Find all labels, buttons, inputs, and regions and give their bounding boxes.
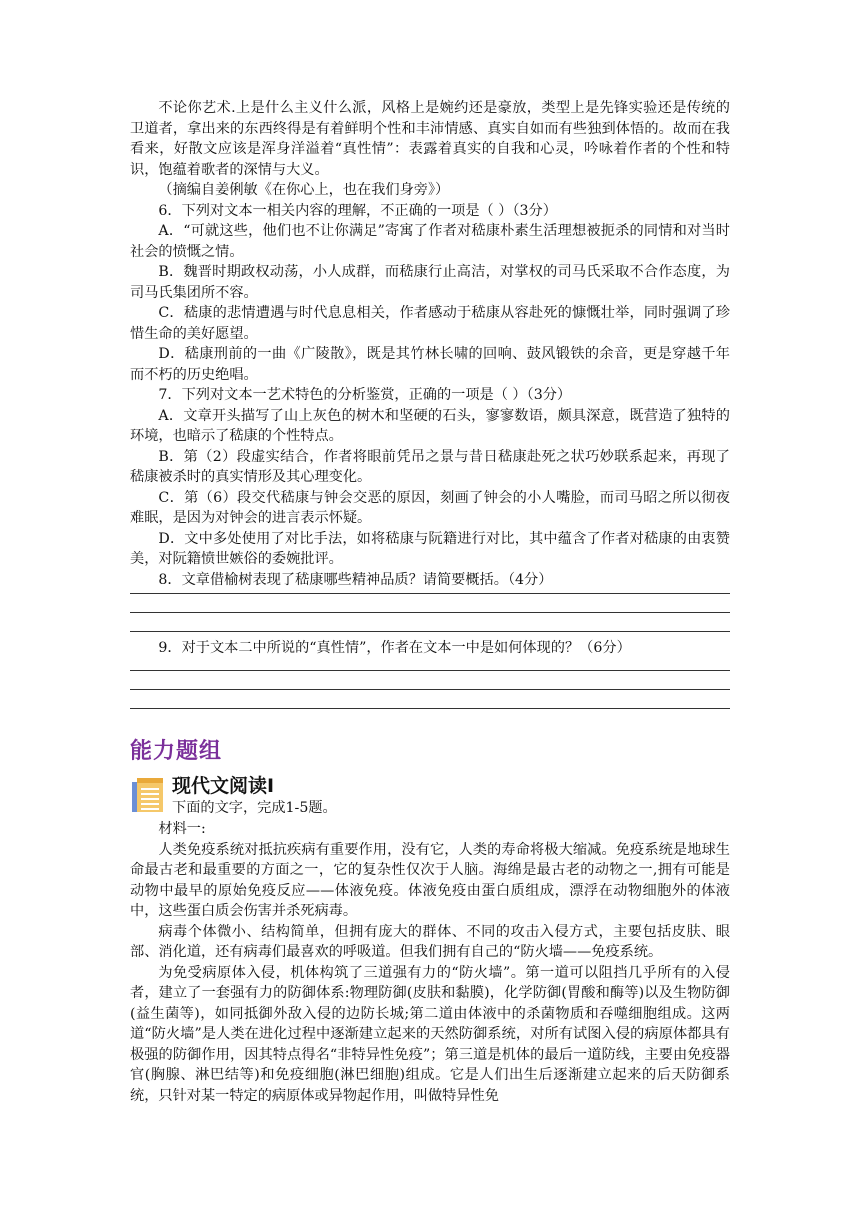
reading-instruction-block (172, 798, 732, 819)
answer-line[interactable] (130, 689, 730, 690)
subsection-title: 现代文阅读Ⅰ (172, 775, 275, 797)
notebook-icon (131, 776, 165, 814)
option-7b: B．第（2）段虚实结合，作者将眼前凭吊之景与昔日嵇康赴死之状巧妙联系起来，再现了嵇康被杀时的真实情形及其心理变化。 (130, 448, 730, 485)
paragraph: 病毒个体微小、结构简单，但拥有庞大的群体、不同的攻击入侵方式，主要包括皮肤、眼部、消化道，还有病毒们最喜欢的呼吸道。但我们拥有自己的“防火墙——免疫系统。 (130, 923, 730, 960)
reading-instruction: 下面的文字，完成1-5题。 (172, 800, 337, 816)
option-7c: C．第（6）段交代嵇康与钟会交恶的原因，刻画了钟会的小人嘴脸，而司马昭之所以彻夜难眠，是因为对钟会的进言表示怀疑。 (130, 489, 730, 526)
paragraph: 人类免疫系统对抵抗疾病有重要作用，没有它，人类的寿命将极大缩减。免疫系统是地球生命最古老和最重要的方面之一，它的复杂性仅次于人脑。海绵是最古老的动物之一,拥有可能是动物中最早的原始免疫反应——体液免疫。体液免疫由蛋白质组成，漂浮在动物细胞外的体液中，这些蛋白质会伤害并杀死病毒。 (130, 841, 730, 919)
question-9: 9．对于文本二中所说的“真性情”，作者在文本一中是如何体现的？（6分） (158, 640, 631, 656)
option-6d: D．嵇康刑前的一曲《广陵散》，既是其竹林长啸的回响、鼓风锻铁的余音，更是穿越千年而不朽的历史绝唱。 (130, 346, 730, 383)
option-6a: A．“可就这些，他们也不让你满足”寄寓了作者对嵇康朴素生活理想被扼杀的同情和对当时社会的愤慨之情。 (130, 223, 730, 260)
question-7: 7．下列对文本一艺术特色的分析鉴赏，正确的一项是（ ）（3分） (158, 387, 572, 403)
question-6: 6．下列对文本一相关内容的理解，不正确的一项是（ ）（3分） (158, 202, 557, 219)
option-6c: C．嵇康的悲情遭遇与时代息息相关，作者感动于嵇康从容赴死的慷慨壮举，同时强调了珍惜生命的美好愿望。 (130, 305, 730, 342)
source-citation: （摘编自姜俐敏《在你心上，也在我们身旁》） (158, 182, 450, 198)
paragraph: 不论你艺术.上是什么主义什么派，风格上是婉约还是豪放，类型上是先锋实验还是传统的卫道者，拿出来的东西终得是有着鲜明个性和丰沛情感、真实自如而有些独到体悟的。故而在我看来，好散文应该是浑身洋溢着“真性情”：表露着真实的自我和心灵，吟咏着作者的个性和特识，饱蕴着歌者的深情与大义。 (130, 100, 730, 178)
option-7a: A．文章开头描写了山上灰色的树木和坚硬的石头，寥寥数语，颇具深意，既营造了独特的环境，也暗示了嵇康的个性特点。 (130, 407, 730, 444)
material-label: 材料一: (158, 821, 206, 837)
answer-line[interactable] (130, 670, 730, 671)
part2-text (130, 819, 730, 1106)
answer-line[interactable] (130, 612, 730, 613)
option-7d: D．文中多处使用了对比手法，如将嵇康与阮籍进行对比，其中蕴含了作者对嵇康的由衷赞美，对阮籍愤世嫉俗的委婉批评。 (130, 530, 730, 567)
question-9-block (130, 638, 730, 659)
section-title: 能力题组 (130, 739, 223, 764)
question-8: 8．文章借榆树表现了嵇康哪些精神品质？请简要概括。（4分） (158, 571, 553, 588)
answer-line[interactable] (130, 708, 730, 709)
paragraph: 为免受病原体入侵，机体构筑了三道强有力的“防火墙”。第一道可以阻挡几乎所有的入侵者，建立了一套强有力的防御体系:物理防御(皮肤和黏膜)，化学防御(胃酸和酶等)以及生物防御(益生菌等)，如同抵御外敌入侵的边防长城;第二道由体液中的杀菌物质和吞噬细胞组成。这两道“防火墙”是人类在进化过程中逐渐建立起来的天然防御系统，对所有试图入侵的病原体都具有极强的防御作用，因其特点得名“非特异性免疫”；第三道是机体的最后一道防线，主要由免疫器官(胸腺、淋巴结等)和免疫细胞(淋巴细胞)组成。它是人们出生后逐渐建立起来的后天防御系统，只针对某一特定的病原体或异物起作用，叫做特异性免 (130, 964, 730, 1104)
answer-line[interactable] (130, 631, 730, 632)
option-6b: B．魏晋时期政权动荡，小人成群，而嵇康行止高洁，对掌权的司马氏采取不合作态度，为司马氏集团所不容。 (130, 264, 730, 301)
part1-text (130, 98, 730, 590)
answer-line[interactable] (130, 593, 730, 594)
